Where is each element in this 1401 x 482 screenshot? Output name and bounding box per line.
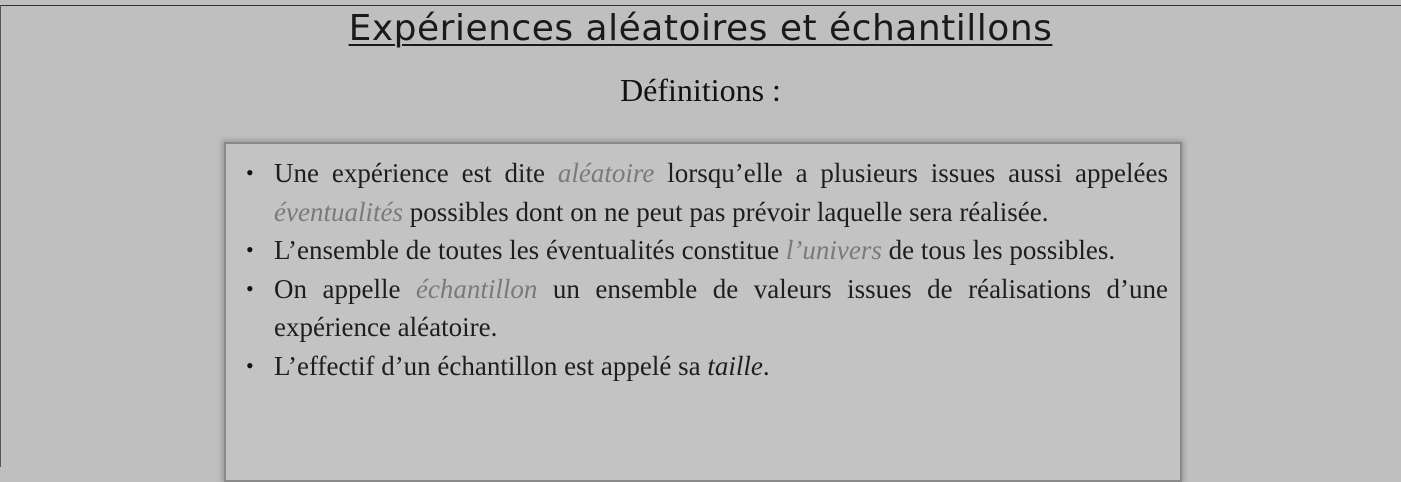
- highlighted-term: éventualités: [274, 196, 403, 227]
- bullet-icon: •: [246, 160, 254, 185]
- item-text: un ensemble de valeurs issues de réalisations d’une expérience aléatoire.: [274, 273, 1169, 342]
- bullet-icon: •: [246, 275, 254, 301]
- highlighted-term: l’univers: [785, 235, 882, 265]
- list-item: [240, 270, 1168, 347]
- definitions-box: [224, 142, 1182, 482]
- top-rule: [0, 5, 1401, 6]
- highlighted-term: aléatoire: [557, 158, 655, 188]
- item-text: Une expérience est dite: [274, 158, 558, 188]
- item-text: possibles dont on ne peut pas prévoir laquelle sera réalisée.: [402, 196, 1049, 227]
- item-text: .: [762, 350, 770, 381]
- list-item: [240, 231, 1168, 270]
- list-item: [240, 347, 1168, 386]
- bullet-icon: •: [246, 237, 254, 262]
- bullet-icon: •: [246, 352, 254, 378]
- item-text: de tous les possibles.: [881, 235, 1116, 265]
- definitions-list: [240, 154, 1168, 385]
- item-text: lorsqu’elle a plusieurs issues aussi appelées: [654, 158, 1168, 188]
- section-heading: Définitions :: [620, 72, 781, 108]
- item-text: L’effectif d’un échantillon est appelé sa: [274, 350, 708, 381]
- item-text: On appelle: [274, 273, 416, 304]
- list-item: [240, 154, 1168, 231]
- item-text: L’ensemble de toutes les éventualités constitue: [274, 235, 786, 265]
- page-title: Expériences aléatoires et échantillons: [348, 8, 1053, 49]
- highlighted-term: taille: [707, 350, 763, 381]
- highlighted-term: échantillon: [415, 273, 538, 304]
